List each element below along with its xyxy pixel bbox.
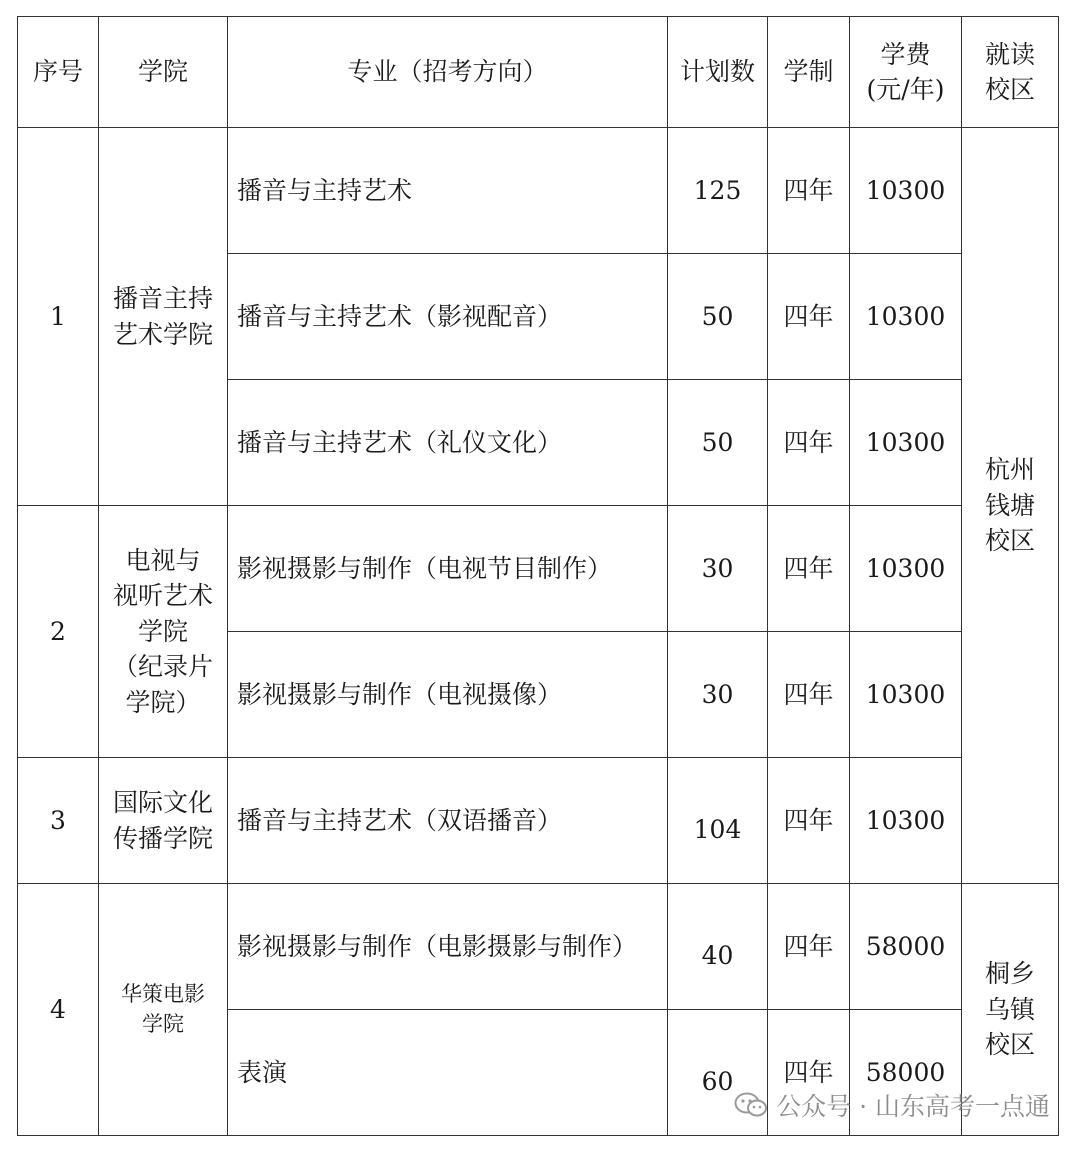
table-row (18, 506, 1059, 632)
header-campus-line: 就读 (984, 39, 1035, 69)
campus-name-line: 校区 (984, 526, 1035, 556)
campus-name (962, 128, 1059, 884)
header-major: 专业（招考方向） (228, 17, 668, 128)
header-fee-line: 学费 (880, 39, 931, 69)
plan-count: 50 (668, 380, 768, 506)
tuition-fee: 10300 (850, 632, 962, 758)
college-name-line: 学院 (137, 616, 188, 646)
header-plan: 计划数 (668, 17, 768, 128)
table-row (18, 884, 1059, 1010)
duration: 四年 (768, 758, 850, 884)
tuition-fee: 10300 (850, 380, 962, 506)
plan-count: 104 (668, 758, 768, 884)
duration: 四年 (768, 506, 850, 632)
row-index: 2 (18, 506, 99, 758)
campus-name-line: 杭州 (984, 455, 1035, 485)
major-name: 影视摄影与制作（电视节目制作） (228, 506, 668, 632)
college-name-line: 学院 (142, 1011, 184, 1036)
tuition-fee: 10300 (850, 506, 962, 632)
row-index: 3 (18, 758, 99, 884)
college-name-line: 传播学院 (112, 823, 213, 853)
college-name-line: 视听艺术 (112, 581, 213, 611)
college-name (99, 758, 228, 884)
college-name-line: 艺术学院 (112, 319, 213, 349)
plan-count: 30 (668, 632, 768, 758)
major-name: 播音与主持艺术（双语播音） (228, 758, 668, 884)
watermark-text: 公众号 · 山东高考一点通 (776, 1092, 1050, 1121)
duration: 四年 (768, 1010, 850, 1136)
plan-count: 40 (668, 884, 768, 1010)
duration: 四年 (768, 380, 850, 506)
major-name: 播音与主持艺术（影视配音） (228, 254, 668, 380)
college-name (99, 506, 228, 758)
header-fee (850, 17, 962, 128)
duration: 四年 (768, 254, 850, 380)
header-college: 学院 (99, 17, 228, 128)
tuition-fee: 10300 (850, 128, 962, 254)
major-name: 播音与主持艺术 (228, 128, 668, 254)
duration: 四年 (768, 128, 850, 254)
table-row (18, 758, 1059, 884)
wechat-icon (734, 1091, 768, 1119)
row-index: 1 (18, 128, 99, 506)
college-name (99, 128, 228, 506)
college-name (99, 884, 228, 1136)
header-campus (962, 17, 1059, 128)
header-duration: 学制 (768, 17, 850, 128)
header-row (18, 17, 1059, 128)
tuition-fee: 58000 (850, 1010, 962, 1136)
header-campus-line: 校区 (984, 75, 1035, 104)
tuition-fee: 10300 (850, 254, 962, 380)
college-name-line: 电视与 (125, 545, 201, 575)
major-name: 播音与主持艺术（礼仪文化） (228, 380, 668, 506)
duration: 四年 (768, 632, 850, 758)
row-index: 4 (18, 884, 99, 1136)
header-fee-unit: (元/年) (866, 75, 945, 104)
plan-count: 125 (668, 128, 768, 254)
plan-count: 30 (668, 506, 768, 632)
campus-name-line: 乌镇 (984, 994, 1035, 1024)
plan-count: 60 (668, 1010, 768, 1136)
campus-name-line: 桐乡 (984, 959, 1035, 989)
college-name-line: 华策电影 (121, 981, 205, 1006)
college-name-line: （纪录片 (112, 652, 213, 682)
college-name-line: 国际文化 (112, 788, 213, 817)
campus-name-line: 校区 (984, 1030, 1035, 1060)
tuition-fee: 58000 (850, 884, 962, 1010)
tuition-fee: 10300 (850, 758, 962, 884)
major-name: 表演 (228, 1010, 668, 1136)
header-index: 序号 (18, 17, 99, 128)
college-name-line: 播音主持 (112, 284, 213, 313)
college-name-line: 学院） (125, 687, 201, 717)
major-name: 影视摄影与制作（电影摄影与制作） (228, 884, 668, 1010)
campus-name-line: 钱塘 (984, 490, 1035, 520)
enrollment-plan-table (17, 16, 1059, 1136)
watermark (734, 1087, 1050, 1123)
plan-count: 50 (668, 254, 768, 380)
duration: 四年 (768, 884, 850, 1010)
table-row (18, 128, 1059, 254)
major-name: 影视摄影与制作（电视摄像） (228, 632, 668, 758)
